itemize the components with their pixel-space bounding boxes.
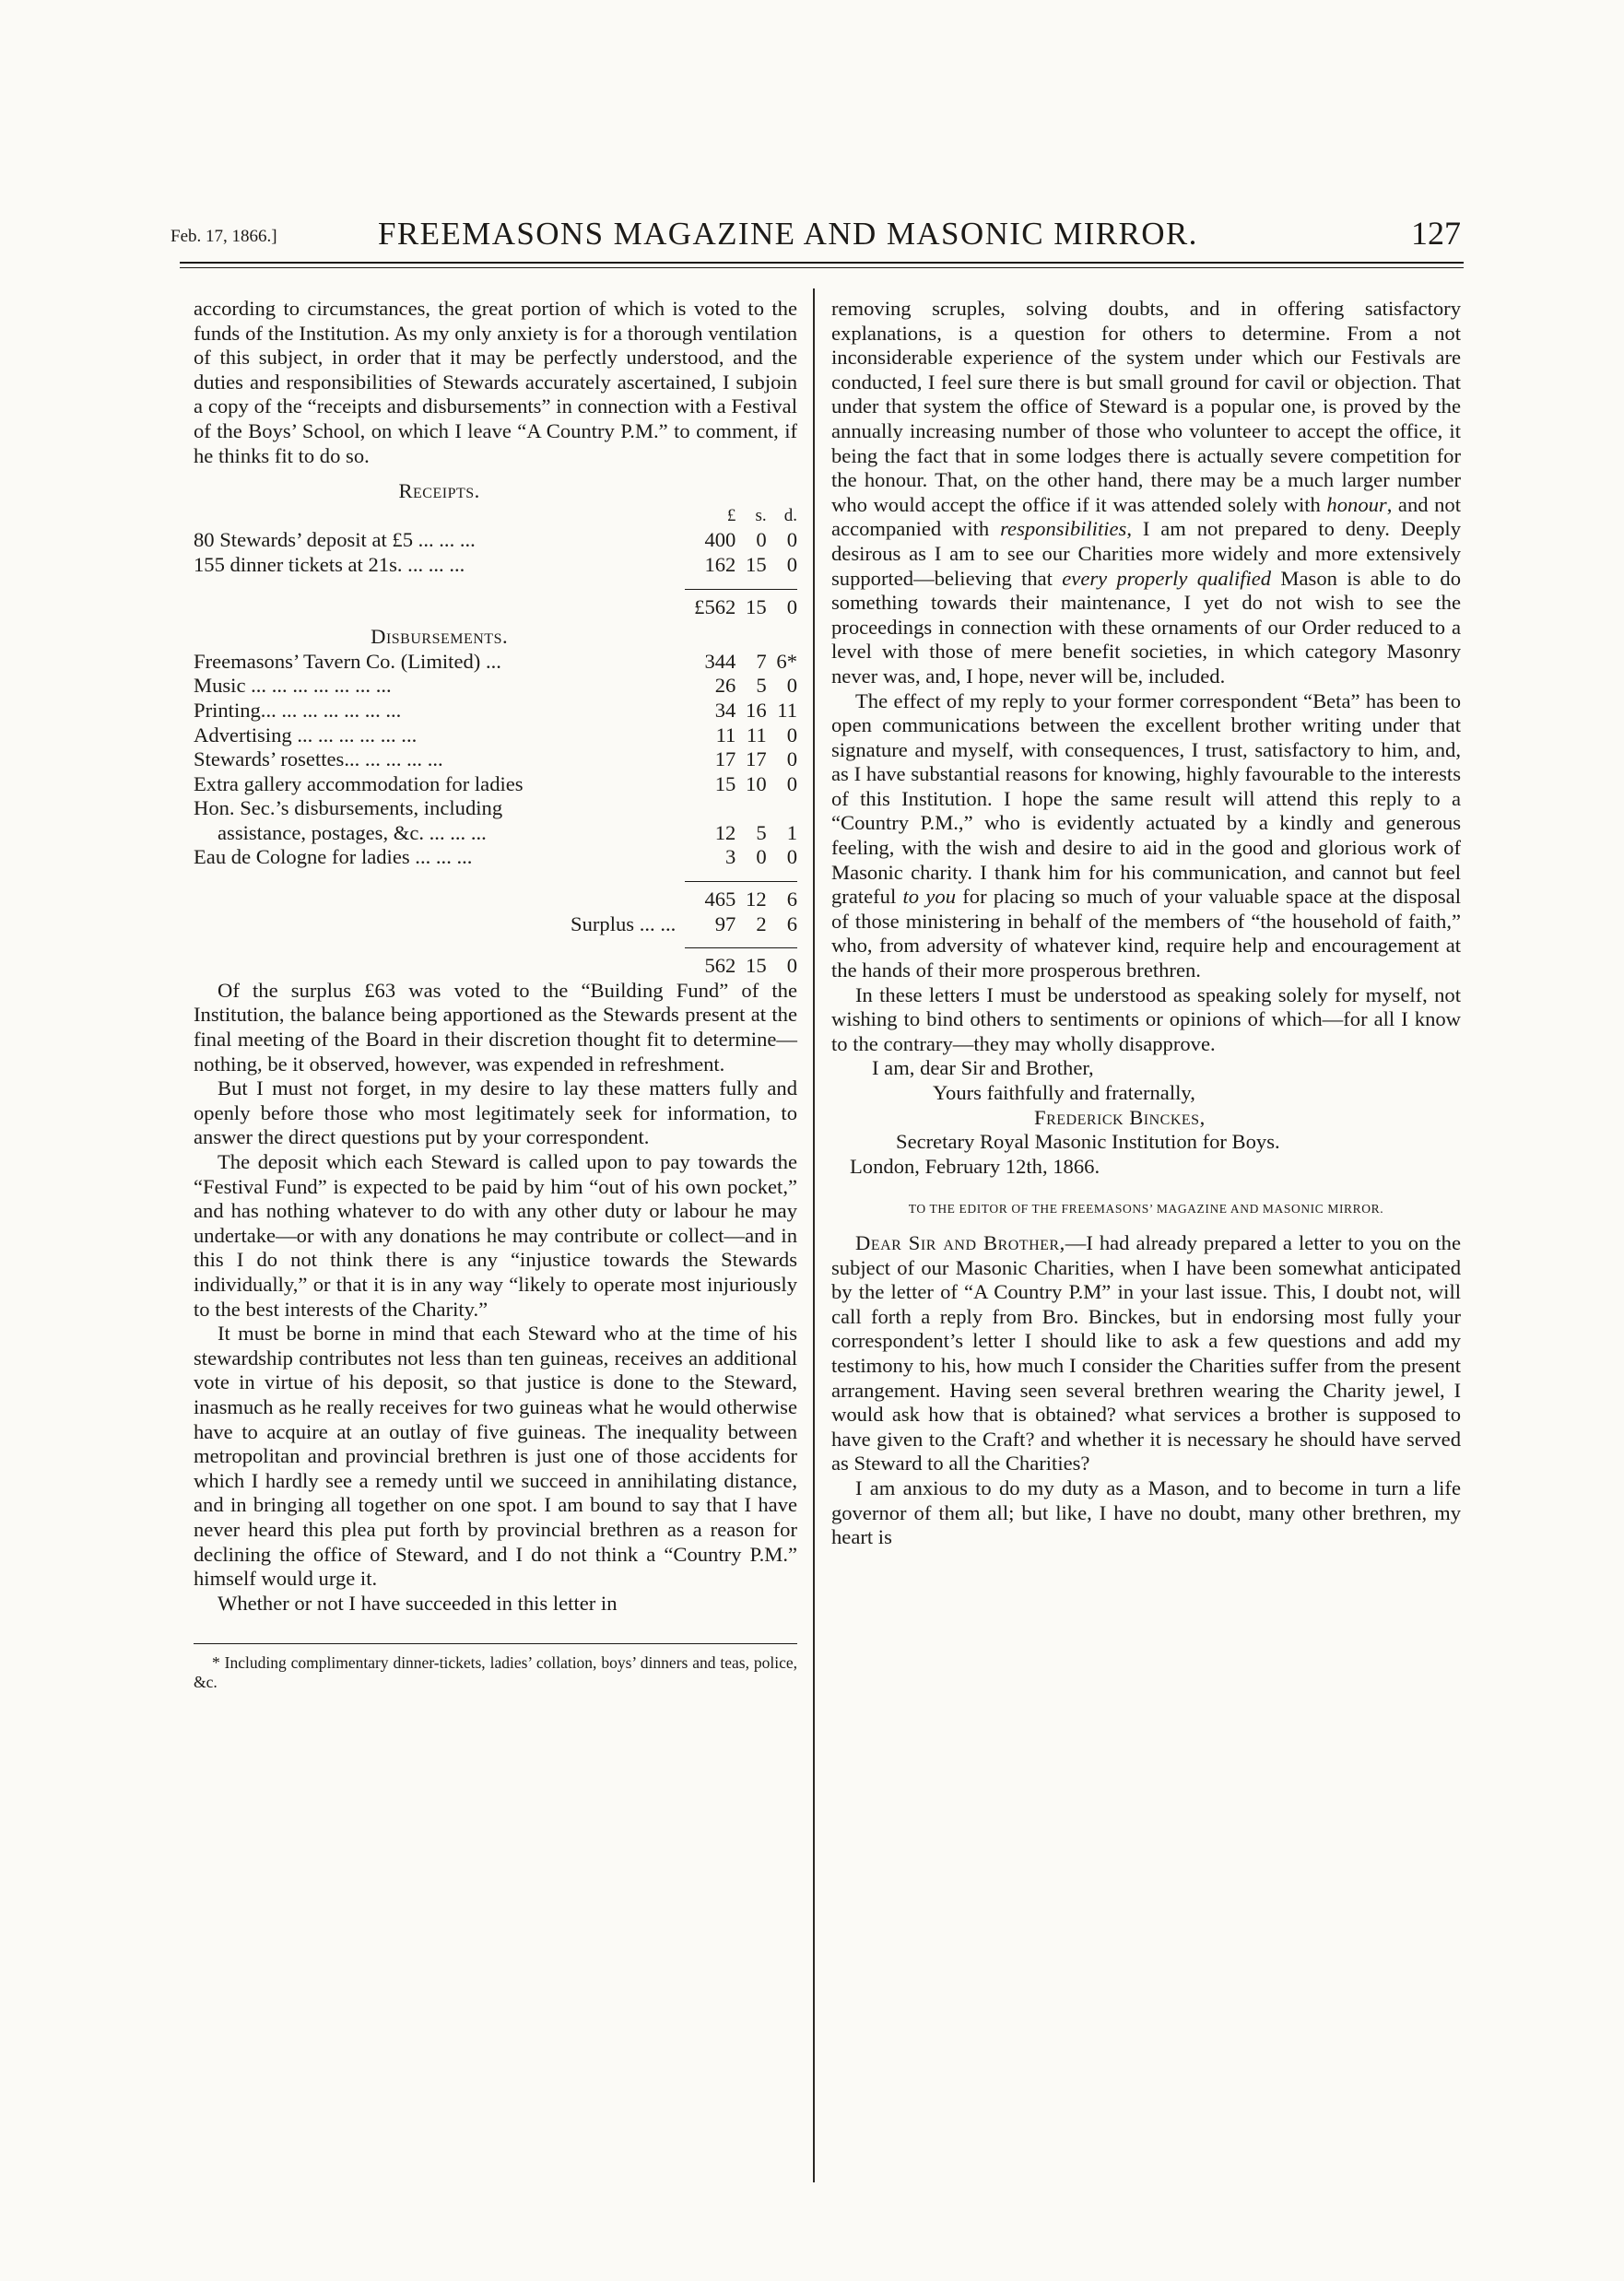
signature-name: Frederick Binckes, — [1034, 1105, 1206, 1129]
header-rule-top — [180, 262, 1464, 264]
closing: Yours faithfully and fraternally, — [933, 1081, 1195, 1104]
right-column — [831, 297, 1461, 1550]
disbursements-heading: Disbursements. — [371, 625, 509, 649]
table-row: Printing... ... ... ... ... ... ... 34 16 11 — [194, 698, 797, 722]
masthead — [171, 214, 1461, 254]
page-number: 127 — [1411, 215, 1461, 252]
table-row: Extra gallery accommodation for ladies 15 10 0 — [194, 771, 797, 795]
paragraph: But I must not forget, in my desire to lay these matters fully and openly before those who most legitimately seek for information, to answer the direct questions put by your correspondent. — [194, 1076, 797, 1149]
pounds-header: £ — [726, 505, 736, 525]
table-row: Freemasons’ Tavern Co. (Limited) ... 344 7 6* — [194, 649, 797, 673]
paragraph: In these letters I must be understood as speaking solely for myself, not wishing to bind others to sentiments or opinions of which—for all I know to the contrary—they may wholly disapprove. — [831, 982, 1461, 1055]
table-row: 155 dinner tickets at 21s. ... ... ... 162 15 0 — [194, 552, 797, 576]
paragraph: The deposit which each Steward is called upon to pay towards the “Festival Fund” is expected to be paid by him “out of his own pocket,” and has nothing whatever to do with any other duty or labour he may undertake—or with any donations he may contribute or collect—and in this I do not think there is any “injustice towards the Stewards individually,” or that it is in any way “likely to operate most injuriously to the best interests of the Charity.” — [194, 1150, 797, 1321]
header-rule-bottom — [180, 267, 1464, 268]
editor-heading: TO THE EDITOR OF THE FREEMASONS’ MAGAZINE AND MASONIC MIRROR. — [908, 1202, 1384, 1217]
salutation: I am, dear Sir and Brother, — [872, 1056, 1094, 1080]
paragraph: Of the surplus £63 was voted to the “Building Fund” of the Institution, the balance being apportioned as the Stewards present at the final meeting of the Board in their discretion thought fit to determine—nothing, be it observed, however, was expended in refreshment. — [194, 978, 797, 1076]
receipts-table — [194, 479, 797, 979]
paragraph: The effect of my reply to your former correspondent “Beta” has been to open communications between the excellent brother writing under that signature and myself, with consequences, I trust, satisfactory to him, and, as I have substantial reasons for knowing, highly favourable to the interests of this Institution. I hope the same result will attend this reply to a “Country P.M.,” who is evidently actuated by a kindly and generous feeling, with the wish and desire to aid in the good and glorious work of Masonic charity. I thank him for his communication, and cannot but feel grateful to you for placing so much of your valuable space at the disposal of those ministering in behalf of the members of “the household of faith,” who, from adversity of whatever kind, require help and encouragement at the hands of their more prosperous brethren. — [831, 688, 1461, 982]
receipts-total-row: £562 15 0 — [194, 589, 797, 619]
signoff — [831, 1056, 1461, 1179]
paragraph: I am anxious to do my duty as a Mason, and to become in turn a life governor of them all; but like, I have no doubt, many other brethren, my heart is — [831, 1476, 1461, 1549]
surplus-row: Surplus ... ... 97 2 6 — [571, 911, 797, 935]
table-row: Stewards’ rosettes... ... ... ... ... 17 17 0 — [194, 747, 797, 771]
paragraph: Dear Sir and Brother,—I had already prepared a letter to you on the subject of our Masonic Charities, when I have been somewhat anticipated by the letter of “A Country P.M” in your last issue. This, I doubt not, will call forth a reply from Bro. Binckes, but in endorsing most fully your correspondent’s letter I should like to ask a few questions and add my testimony to his, how much I consider the Charities suffer from the present arrangement. Having seen several brethren wearing the Charity jewel, I would ask how that is obtained? what services a brother is supposed to have given to the Craft? and whether it is necessary he should have served as Steward to all the Charities? — [831, 1230, 1461, 1476]
left-column — [194, 297, 797, 1692]
shillings-header: s. — [755, 505, 767, 525]
disbursements-total-row: 465 12 6 — [194, 882, 797, 912]
paragraph: It must be borne in mind that each Steward who at the time of his stewardship contributes not less than ten guineas, receives an additional vote in virtue of his deposit, so that justice is done to the Steward, inasmuch as he really receives for two guineas what he would otherwise have to acquire at an outlay of five guineas. The inequality between metropolitan and provincial brethren is just one of those accidents for which I hardly see a remedy until we succeed in annihilating distance, and in bringing all together on one spot. I am bound to say that I have never heard this plea put forth by provincial brethren as a reason for declining the office of Steward, and I do not think a “Country P.M.” himself would urge it. — [194, 1322, 797, 1591]
issue-date: Feb. 17, 1866.] — [171, 227, 277, 246]
paragraph: Whether or not I have succeeded in this letter in — [218, 1591, 618, 1615]
place-date: London, February 12th, 1866. — [850, 1154, 1100, 1178]
letter-salutation: Dear Sir and Brother, — [855, 1230, 1065, 1254]
pence-header: d. — [783, 505, 797, 525]
table-row: assistance, postages, &c. ... ... ... 12 5 1 — [218, 820, 797, 844]
receipts-heading: Receipts. — [398, 479, 480, 503]
intro-paragraph: according to circumstances, the great portion of which is voted to the funds of the Institution. As my only anxiety is for a thorough ventilation of this subject, in order that it may be perfectly understood, and the duties and responsibilities of Stewards accurately ascertained, I subjoin a copy of the “receipts and disbursements” in connection with a Festival of the Boys’ School, on which I leave “A Country P.M.” to comment, if he thinks fit to do so. — [194, 297, 797, 467]
grand-total-row: 562 15 0 — [194, 948, 797, 979]
column-divider — [813, 288, 815, 2182]
table-row: 80 Stewards’ deposit at £5 ... ... ... 400 0 0 — [194, 528, 797, 552]
magazine-title: FREEMASONS MAGAZINE AND MASONIC MIRROR. — [378, 216, 1198, 252]
table-row: Music ... ... ... ... ... ... ... 26 5 0 — [194, 674, 797, 698]
signature-title: Secretary Royal Masonic Institution for Boys. — [896, 1130, 1280, 1154]
table-row: Hon. Sec.’s disbursements, including — [194, 796, 503, 820]
table-row: Advertising ... ... ... ... ... ... 11 11 0 — [194, 723, 797, 747]
footnote — [194, 1643, 797, 1692]
footnote-text: * Including complimentary dinner-tickets, ladies’ collation, boys’ dinners and teas, police, &c. — [194, 1653, 797, 1692]
paragraph: removing scruples, solving doubts, and in offering satisfactory explanations, is a question for others to determine. From a not inconsiderable experience of the system under which our Festivals are conducted, I feel sure there is but small ground for cavil or objection. That under that system the office of Steward is a popular one, is proved by the annually increasing number of those who volunteer to accept the office, it being the fact that in some lodges there is actually severe competition for the honour. That, on the other hand, there may be a much larger number who would accept the office if it was attended solely with honour, and not accompanied with responsibilities, I am not prepared to deny. Deeply desirous as I am to see our Charities more widely and more extensively supported—believing that every properly qualified Mason is able to do something towards their maintenance, I yet do not wish to see the proceedings in connection with these ornaments of our Order reduced to a level with those of mere benefit societies, in which category Masonry never was, and, I hope, never will be, included. — [831, 297, 1462, 688]
table-row: Eau de Cologne for ladies ... ... ... 3 0 0 — [194, 845, 797, 869]
